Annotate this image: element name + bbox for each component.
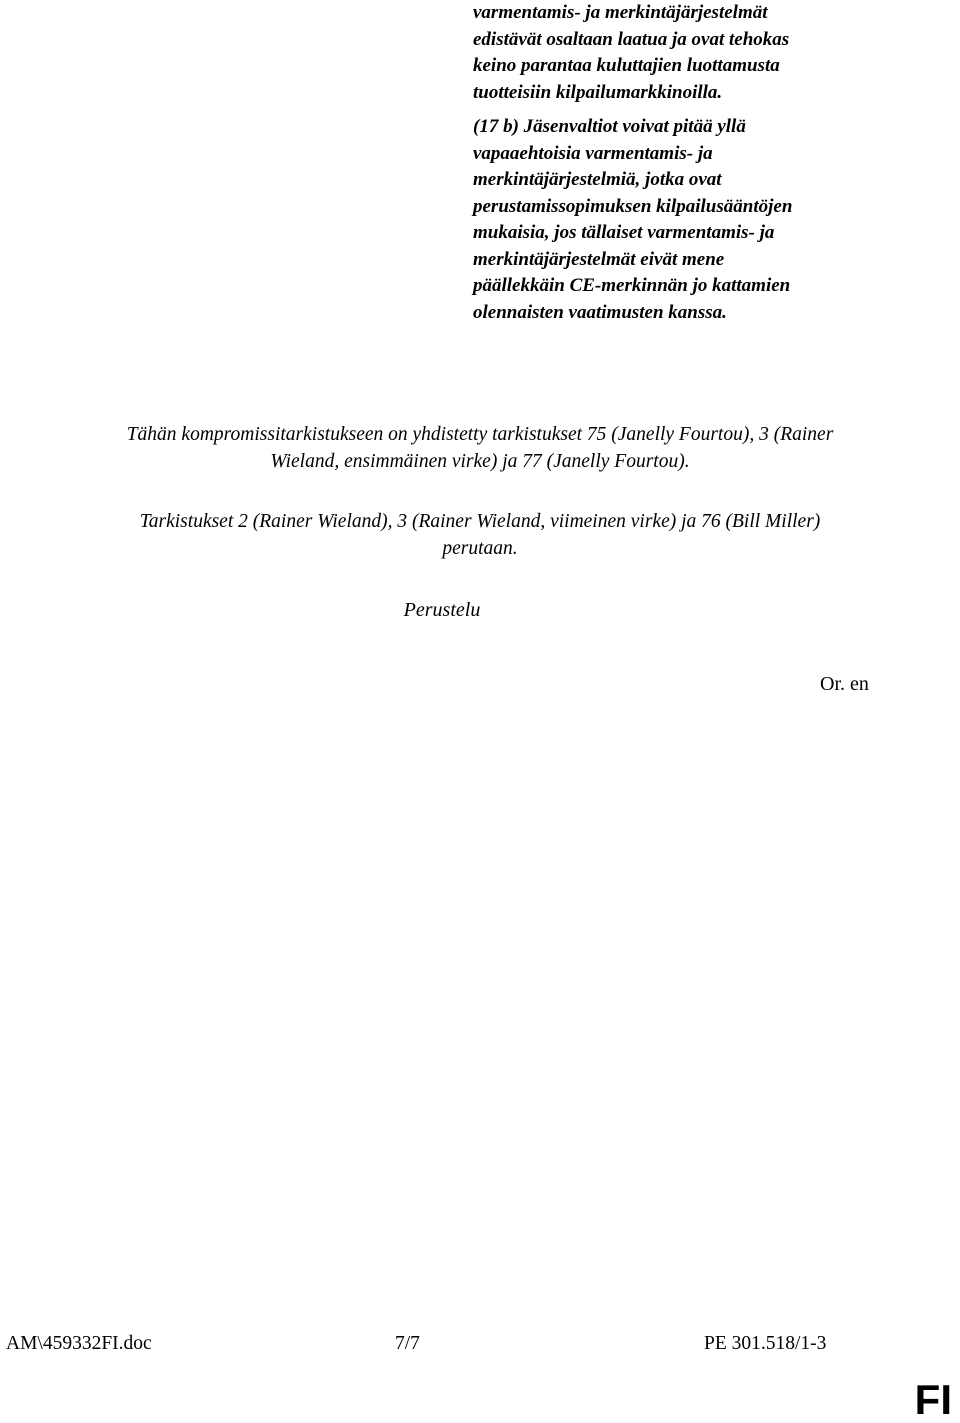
amendment-line: vapaaehtoisia varmentamis- ja [473,142,713,164]
withdrawn-note [0,508,960,562]
compromise-note-line: Wieland, ensimmäinen virke) ja 77 (Janelly Fourtou). [270,451,690,472]
amendment-line: edistävät osaltaan laatua ja ovat tehokas [473,28,790,50]
original-language: Or. en [820,673,869,695]
amendment-line: keino parantaa kuluttajien luottamusta [473,55,780,76]
amendment-line: mukaisia, jos tällaiset varmentamis- ja [473,222,775,243]
withdrawn-note-line: perutaan. [442,538,518,559]
language-code: FI [914,1376,952,1423]
amendment-line: tuotteisiin kilpailumarkkinoilla. [473,81,723,103]
amendment-line: olennaisten vaatimusten kanssa. [473,301,727,323]
footer-page-number: 7/7 [395,1333,420,1354]
amendment-line: perustamissopimuksen kilpailusääntöjen [473,195,793,217]
justification-heading: Perustelu [403,599,481,621]
page-footer [0,1330,960,1360]
amendment-line: (17 b) Jäsenvaltiot voivat pitää yllä [473,116,746,137]
amendment-line: päällekkäin CE-merkinnän jo kattamien [473,275,791,296]
footer-pe-number: PE 301.518/1-3 [704,1333,827,1354]
compromise-note-line: Tähän kompromissitarkistukseen on yhdistetty tarkistukset 75 (Janelly Fourtou), 3 (Rainer [126,424,834,445]
amendment-text [473,0,943,326]
amendment-line: merkintäjärjestelmät eivät mene [473,248,725,270]
amendment-line: varmentamis- ja merkintäjärjestelmät [473,2,768,23]
amendment-line: merkintäjärjestelmiä, jotka ovat [473,169,722,190]
footer-document-ref: AM\459332FI.doc [6,1333,152,1354]
withdrawn-note-line: Tarkistukset 2 (Rainer Wieland), 3 (Rainer Wieland, viimeinen virke) ja 76 (Bill Miller) [139,511,821,532]
compromise-note [0,421,960,475]
